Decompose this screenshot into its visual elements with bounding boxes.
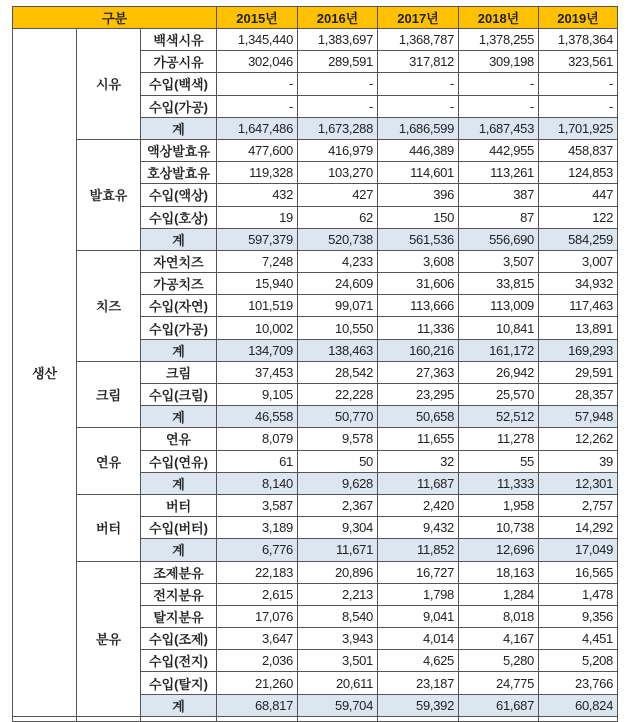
value-cell: 22,228: [298, 384, 378, 406]
value-cell: 16,727: [378, 561, 459, 583]
value-cell: 561,536: [378, 228, 459, 250]
value-cell: 427: [298, 184, 378, 206]
row-label: 탈지분유: [141, 605, 217, 627]
value-cell: 396: [378, 184, 459, 206]
value-cell: 138,463: [298, 339, 378, 361]
value-cell: 1,378,364: [539, 29, 618, 51]
group-label: 버터: [77, 494, 141, 561]
value-cell: 17,076: [217, 605, 298, 627]
value-cell: 32: [378, 450, 459, 472]
value-cell: 9,432: [378, 517, 459, 539]
value-cell: 4,625: [378, 650, 459, 672]
value-cell: 28,357: [539, 384, 618, 406]
value-cell: 114,601: [378, 162, 459, 184]
value-cell: 122: [539, 206, 618, 228]
row-label: 계: [141, 117, 217, 139]
value-cell: 9,105: [217, 384, 298, 406]
group-label: 연유: [77, 428, 141, 495]
value-cell: 5,280: [459, 650, 539, 672]
value-cell: 15,940: [217, 273, 298, 295]
header-row: [13, 7, 618, 29]
value-cell: 12,301: [539, 472, 618, 494]
value-cell: 10,738: [459, 517, 539, 539]
value-cell: 117,463: [539, 295, 618, 317]
value-cell: 1,383,697: [298, 29, 378, 51]
row-label: 수입(탈지): [141, 672, 217, 694]
value-cell: 597,379: [217, 228, 298, 250]
value-cell: 11,852: [378, 539, 459, 561]
value-cell: 8,540: [298, 605, 378, 627]
value-cell: 24,609: [298, 273, 378, 295]
value-cell: 520,738: [298, 228, 378, 250]
value-cell: 34,932: [539, 273, 618, 295]
row-label: 계: [141, 539, 217, 561]
value-cell: 317,812: [378, 51, 459, 73]
value-cell: 1,378,255: [459, 29, 539, 51]
value-cell: 23,295: [378, 384, 459, 406]
value-cell: 25,570: [459, 384, 539, 406]
value-cell: 16,565: [539, 561, 618, 583]
value-cell: 19: [217, 206, 298, 228]
value-cell: 27,363: [378, 361, 459, 383]
row-label: 수입(버터): [141, 517, 217, 539]
row-label: 가공치즈: [141, 273, 217, 295]
value-cell: 323,561: [539, 51, 618, 73]
value-cell: 447: [539, 184, 618, 206]
value-cell: 11,278: [459, 428, 539, 450]
value-cell: 124,853: [539, 162, 618, 184]
value-cell: 11,336: [378, 317, 459, 339]
value-cell: 9,628: [298, 472, 378, 494]
value-cell: 160,216: [378, 339, 459, 361]
value-cell: 8,079: [217, 428, 298, 450]
value-cell: -: [459, 95, 539, 117]
table-row: [13, 428, 618, 450]
value-cell: 113,009: [459, 295, 539, 317]
row-label: 수입(조제): [141, 628, 217, 650]
value-cell: 1,345,440: [217, 29, 298, 51]
value-cell: 20,611: [298, 672, 378, 694]
value-cell: 57,948: [539, 406, 618, 428]
next-section-row: [13, 716, 618, 721]
value-cell: 169,293: [539, 339, 618, 361]
value-cell: 3,007: [539, 250, 618, 272]
value-cell: -: [539, 73, 618, 95]
row-label: 호상발효유: [141, 162, 217, 184]
value-cell: 3,501: [298, 650, 378, 672]
value-cell: -: [459, 73, 539, 95]
value-cell: 23,766: [539, 672, 618, 694]
value-cell: 113,666: [378, 295, 459, 317]
value-cell: 150: [378, 206, 459, 228]
value-cell: 7,248: [217, 250, 298, 272]
value-cell: 4,451: [539, 628, 618, 650]
value-cell: 9,356: [539, 605, 618, 627]
value-cell: 1,701,925: [539, 117, 618, 139]
value-cell: 2,213: [298, 583, 378, 605]
value-cell: 309,198: [459, 51, 539, 73]
value-cell: 50,658: [378, 406, 459, 428]
value-cell: 10,550: [298, 317, 378, 339]
value-cell: 1,798: [378, 583, 459, 605]
value-cell: 59,704: [298, 694, 378, 716]
table-row: [13, 250, 618, 272]
value-cell: 8,140: [217, 472, 298, 494]
row-label: 전지분유: [141, 583, 217, 605]
table-row: [13, 139, 618, 161]
value-cell: -: [378, 73, 459, 95]
row-label: 자연치즈: [141, 250, 217, 272]
value-cell: 5,208: [539, 650, 618, 672]
row-label: 수입(백색): [141, 73, 217, 95]
value-cell: 17,049: [539, 539, 618, 561]
row-label: 백색시유: [141, 29, 217, 51]
value-cell: 11,671: [298, 539, 378, 561]
value-cell: 12,696: [459, 539, 539, 561]
value-cell: 3,587: [217, 494, 298, 516]
value-cell: 101,519: [217, 295, 298, 317]
value-cell: 3,507: [459, 250, 539, 272]
value-cell: 387: [459, 184, 539, 206]
value-cell: 50,770: [298, 406, 378, 428]
value-cell: 161,172: [459, 339, 539, 361]
value-cell: -: [298, 73, 378, 95]
row-label: 수입(크림): [141, 384, 217, 406]
value-cell: 416,979: [298, 139, 378, 161]
row-label: 수입(자연): [141, 295, 217, 317]
value-cell: 33,815: [459, 273, 539, 295]
value-cell: 1,687,453: [459, 117, 539, 139]
row-label: 크림: [141, 361, 217, 383]
value-cell: 3,647: [217, 628, 298, 650]
value-cell: 61,687: [459, 694, 539, 716]
value-cell: 28,542: [298, 361, 378, 383]
table-row: [13, 494, 618, 516]
value-cell: 1,284: [459, 583, 539, 605]
table-row: [13, 29, 618, 51]
value-cell: 1,958: [459, 494, 539, 516]
value-cell: -: [298, 95, 378, 117]
table-row: [13, 361, 618, 383]
group-label: 분유: [77, 561, 141, 716]
row-label: 수입(가공): [141, 95, 217, 117]
value-cell: 446,389: [378, 139, 459, 161]
value-cell: 113,261: [459, 162, 539, 184]
row-label: 수입(호상): [141, 206, 217, 228]
value-cell: 1,673,288: [298, 117, 378, 139]
value-cell: 556,690: [459, 228, 539, 250]
value-cell: 60,824: [539, 694, 618, 716]
value-cell: 99,071: [298, 295, 378, 317]
value-cell: 13,891: [539, 317, 618, 339]
value-cell: 2,615: [217, 583, 298, 605]
value-cell: 62: [298, 206, 378, 228]
value-cell: 2,036: [217, 650, 298, 672]
row-label: 수입(가공): [141, 317, 217, 339]
value-cell: 11,333: [459, 472, 539, 494]
value-cell: -: [217, 95, 298, 117]
value-cell: 4,014: [378, 628, 459, 650]
value-cell: 1,647,486: [217, 117, 298, 139]
group-label: 발효유: [77, 139, 141, 250]
value-cell: 29,591: [539, 361, 618, 383]
value-cell: 477,600: [217, 139, 298, 161]
value-cell: 24,775: [459, 672, 539, 694]
value-cell: 22,183: [217, 561, 298, 583]
header-year: 2017년: [378, 7, 459, 29]
dairy-production-table: [12, 6, 618, 722]
header-year: 2018년: [459, 7, 539, 29]
row-label: 계: [141, 694, 217, 716]
value-cell: 2,367: [298, 494, 378, 516]
value-cell: -: [378, 95, 459, 117]
header-category: 구분: [13, 7, 217, 29]
row-label: 계: [141, 228, 217, 250]
header-year: 2015년: [217, 7, 298, 29]
value-cell: 9,041: [378, 605, 459, 627]
row-label: 수입(연유): [141, 450, 217, 472]
row-label: 계: [141, 472, 217, 494]
value-cell: 23,187: [378, 672, 459, 694]
value-cell: 14,292: [539, 517, 618, 539]
value-cell: 302,046: [217, 51, 298, 73]
value-cell: 11,687: [378, 472, 459, 494]
value-cell: 4,233: [298, 250, 378, 272]
value-cell: 119,328: [217, 162, 298, 184]
value-cell: 21,260: [217, 672, 298, 694]
value-cell: 9,578: [298, 428, 378, 450]
value-cell: 18,163: [459, 561, 539, 583]
value-cell: 4,167: [459, 628, 539, 650]
row-label: 가공시유: [141, 51, 217, 73]
group-label: 시유: [77, 29, 141, 140]
header-year: 2019년: [539, 7, 618, 29]
value-cell: 12,262: [539, 428, 618, 450]
value-cell: 2,757: [539, 494, 618, 516]
value-cell: 11,655: [378, 428, 459, 450]
value-cell: 39: [539, 450, 618, 472]
value-cell: -: [217, 73, 298, 95]
value-cell: 55: [459, 450, 539, 472]
value-cell: 87: [459, 206, 539, 228]
row-label: 계: [141, 406, 217, 428]
value-cell: 289,591: [298, 51, 378, 73]
value-cell: 9,304: [298, 517, 378, 539]
value-cell: 26,942: [459, 361, 539, 383]
value-cell: 1,478: [539, 583, 618, 605]
value-cell: 103,270: [298, 162, 378, 184]
value-cell: 3,943: [298, 628, 378, 650]
value-cell: 10,002: [217, 317, 298, 339]
row-label: 수입(액상): [141, 184, 217, 206]
row-label: 조제분유: [141, 561, 217, 583]
value-cell: 52,512: [459, 406, 539, 428]
table-row: [13, 561, 618, 583]
value-cell: 2,420: [378, 494, 459, 516]
header-year: 2016년: [298, 7, 378, 29]
value-cell: 458,837: [539, 139, 618, 161]
value-cell: 31,606: [378, 273, 459, 295]
value-cell: 68,817: [217, 694, 298, 716]
group-label: 치즈: [77, 250, 141, 361]
value-cell: 20,896: [298, 561, 378, 583]
row-label: 연유: [141, 428, 217, 450]
value-cell: 442,955: [459, 139, 539, 161]
value-cell: 6,776: [217, 539, 298, 561]
value-cell: 1,368,787: [378, 29, 459, 51]
value-cell: 59,392: [378, 694, 459, 716]
value-cell: 10,841: [459, 317, 539, 339]
value-cell: 584,259: [539, 228, 618, 250]
value-cell: 432: [217, 184, 298, 206]
value-cell: 3,608: [378, 250, 459, 272]
value-cell: 8,018: [459, 605, 539, 627]
row-label: 수입(전지): [141, 650, 217, 672]
value-cell: 37,453: [217, 361, 298, 383]
row-label: 계: [141, 339, 217, 361]
row-label: 액상발효유: [141, 139, 217, 161]
value-cell: 61: [217, 450, 298, 472]
value-cell: 3,189: [217, 517, 298, 539]
value-cell: 46,558: [217, 406, 298, 428]
value-cell: 134,709: [217, 339, 298, 361]
value-cell: 50: [298, 450, 378, 472]
group-label: 크림: [77, 361, 141, 428]
section-label: 생산: [13, 29, 77, 717]
value-cell: -: [539, 95, 618, 117]
row-label: 버터: [141, 494, 217, 516]
value-cell: 1,686,599: [378, 117, 459, 139]
